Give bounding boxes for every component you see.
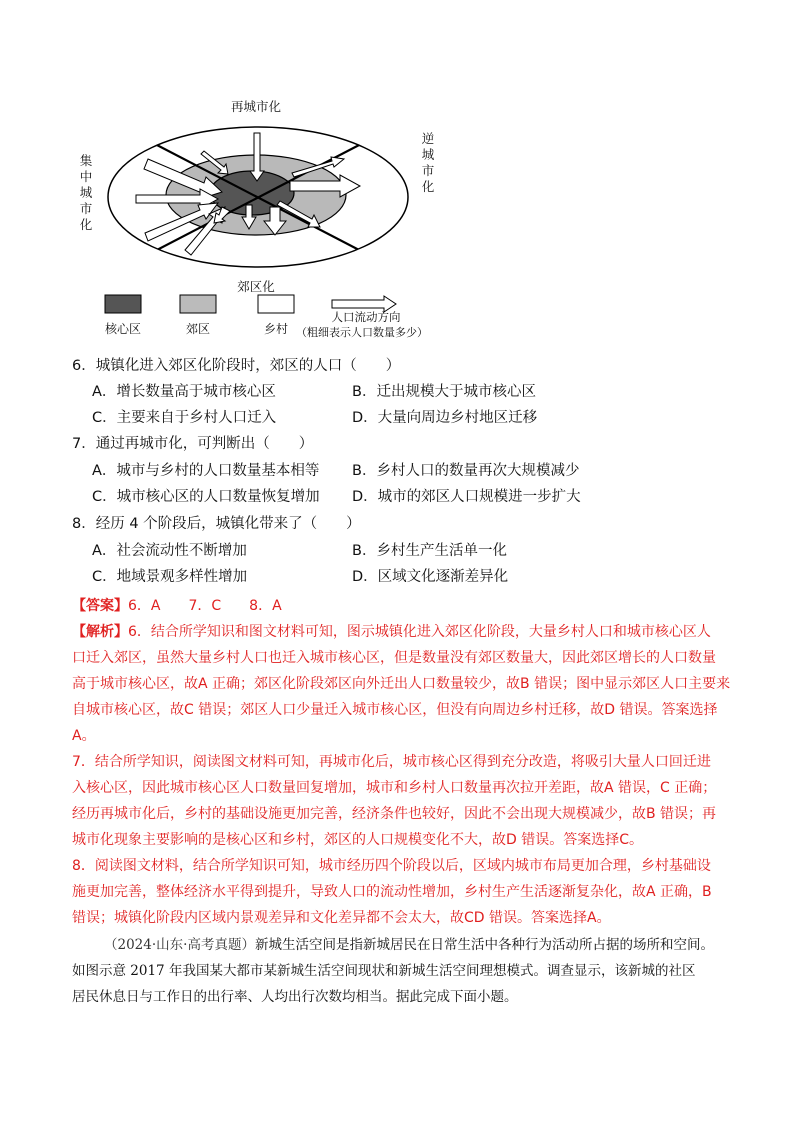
legend-rural-swatch bbox=[258, 295, 294, 313]
analysis-line-10: 8．阅读图文材料，结合所学知识可知，城市经历四个阶段以后，区域内城市布局更加合理，乡村基础设 bbox=[72, 858, 711, 874]
analysis-line-2: 口迁入郊区，虽然大量乡村人口也迁入城市核心区，但是数量没有郊区数量大，因此郊区增长的人口数量 bbox=[72, 650, 716, 666]
svg-text:集中城市化: 集中城市化 bbox=[79, 153, 93, 232]
analysis-tag: 【解析】 bbox=[72, 624, 128, 640]
q6-option-b: B．迁出规模大于城市核心区 bbox=[352, 384, 536, 400]
analysis-line-12: 错误；城镇化阶段内区域内景观差异和文化差异都不会太大，故CD 错误。答案选择A。 bbox=[72, 910, 611, 926]
q8-option-a: A．社会流动性不断增加 bbox=[92, 543, 247, 559]
legend-flow-note: （粗细表示人口数量多少） bbox=[296, 326, 428, 339]
question-6-stem: 6．城镇化进入郊区化阶段时，郊区的人口（ ） bbox=[72, 358, 401, 374]
concentration-label bbox=[80, 153, 93, 232]
analysis-line-1: 【解析】6．结合所学知识和图文材料可知，图示城镇化进入郊区化阶段，大量乡村人口和城市核心区人 bbox=[72, 624, 711, 640]
analysis-line-3: 高于城市核心区，故A 正确；郊区化阶段郊区向外迁出人口数量较少，故B 错误；图中显示郊区人口主要来 bbox=[72, 676, 731, 692]
q7-option-d: D．城市的郊区人口规模进一步扩大 bbox=[352, 489, 581, 505]
q8-option-c: C．地域景观多样性增加 bbox=[92, 569, 248, 585]
answer-text: 6．A 7．C 8．A bbox=[128, 598, 282, 614]
counterurbanization-label bbox=[422, 131, 435, 194]
source-tag: （2024·山东·高考真题） bbox=[104, 937, 255, 953]
reurbanization-label: 再城市化 bbox=[230, 99, 282, 114]
q7-option-b: B．乡村人口的数量再次大规模减少 bbox=[352, 463, 580, 479]
q6-option-d: D．大量向周边乡村地区迁移 bbox=[352, 410, 538, 426]
legend-suburb-swatch bbox=[180, 295, 216, 313]
legend-flow-label: 人口流动方向 bbox=[331, 310, 401, 324]
legend-suburb-label: 郊区 bbox=[185, 322, 211, 336]
answer-tag: 【答案】 bbox=[72, 598, 128, 614]
analysis-line-11: 施更加完善，整体经济水平得到提升，导致人口的流动性增加，乡村生产生活逐渐复杂化，故A 正确，B bbox=[72, 884, 712, 900]
q7-option-a: A．城市与乡村的人口数量基本相等 bbox=[92, 463, 320, 479]
q8-option-b: B．乡村生产生活单一化 bbox=[352, 543, 507, 559]
legend-core-swatch bbox=[105, 295, 141, 313]
question-8-stem: 8．经历 4 个阶段后，城镇化带来了（ ） bbox=[72, 516, 361, 532]
urbanization-stage-diagram bbox=[70, 95, 450, 345]
analysis-line-9: 城市化现象主要影响的是核心区和乡村，郊区的人口规模变化不大，故D 错误。答案选择C。 bbox=[72, 832, 644, 848]
analysis-line-8: 经历再城市化后，乡村的基础设施更加完善，经济条件也较好，因此不会出现大规模减少，故B 错误；再 bbox=[72, 806, 717, 822]
answer-line bbox=[72, 593, 732, 619]
intro-line-1: （2024·山东·高考真题）新城生活空间是指新城居民在日常生活中各种行为活动所占据的场所和空间。 bbox=[104, 937, 714, 953]
analysis-line-4: 自城市核心区，故C 错误；郊区人口少量迁入城市核心区，但没有向周边乡村迁移，故D 错误。答案选择 bbox=[72, 702, 718, 718]
q7-option-c: C．城市核心区的人口数量恢复增加 bbox=[92, 489, 320, 505]
svg-text:逆城市化: 逆城市化 bbox=[421, 131, 435, 194]
analysis-line-5: A。 bbox=[72, 728, 96, 744]
intro-line-2: 如图示意 2017 年我国某大都市某新城生活空间现状和新城生活空间理想模式。调查显示，该新城的社区 bbox=[72, 963, 696, 979]
legend-rural-label: 乡村 bbox=[263, 322, 289, 336]
analysis-line-7: 入核心区，因此城市核心区人口数量回复增加，城市和乡村人口数量再次拉开差距，故A 错误，C 正确； bbox=[72, 780, 717, 796]
q6-option-a: A．增长数量高于城市核心区 bbox=[92, 384, 276, 400]
question-7-stem: 7．通过再城市化，可判断出（ ） bbox=[72, 436, 314, 452]
q6-option-c: C．主要来自于乡村人口迁入 bbox=[92, 410, 277, 426]
legend-core-label: 核心区 bbox=[104, 322, 142, 336]
intro-line-3: 居民休息日与工作日的出行率、人均出行次数均相当。据此完成下面小题。 bbox=[72, 989, 518, 1005]
suburbanization-label: 郊区化 bbox=[237, 279, 275, 294]
diagram-svg bbox=[70, 95, 450, 345]
q8-option-d: D．区域文化逐渐差异化 bbox=[352, 569, 509, 585]
analysis-line-6: 7．结合所学知识，阅读图文材料可知，再城市化后，城市核心区得到充分改造，将吸引大量人口回迁进 bbox=[72, 754, 711, 770]
